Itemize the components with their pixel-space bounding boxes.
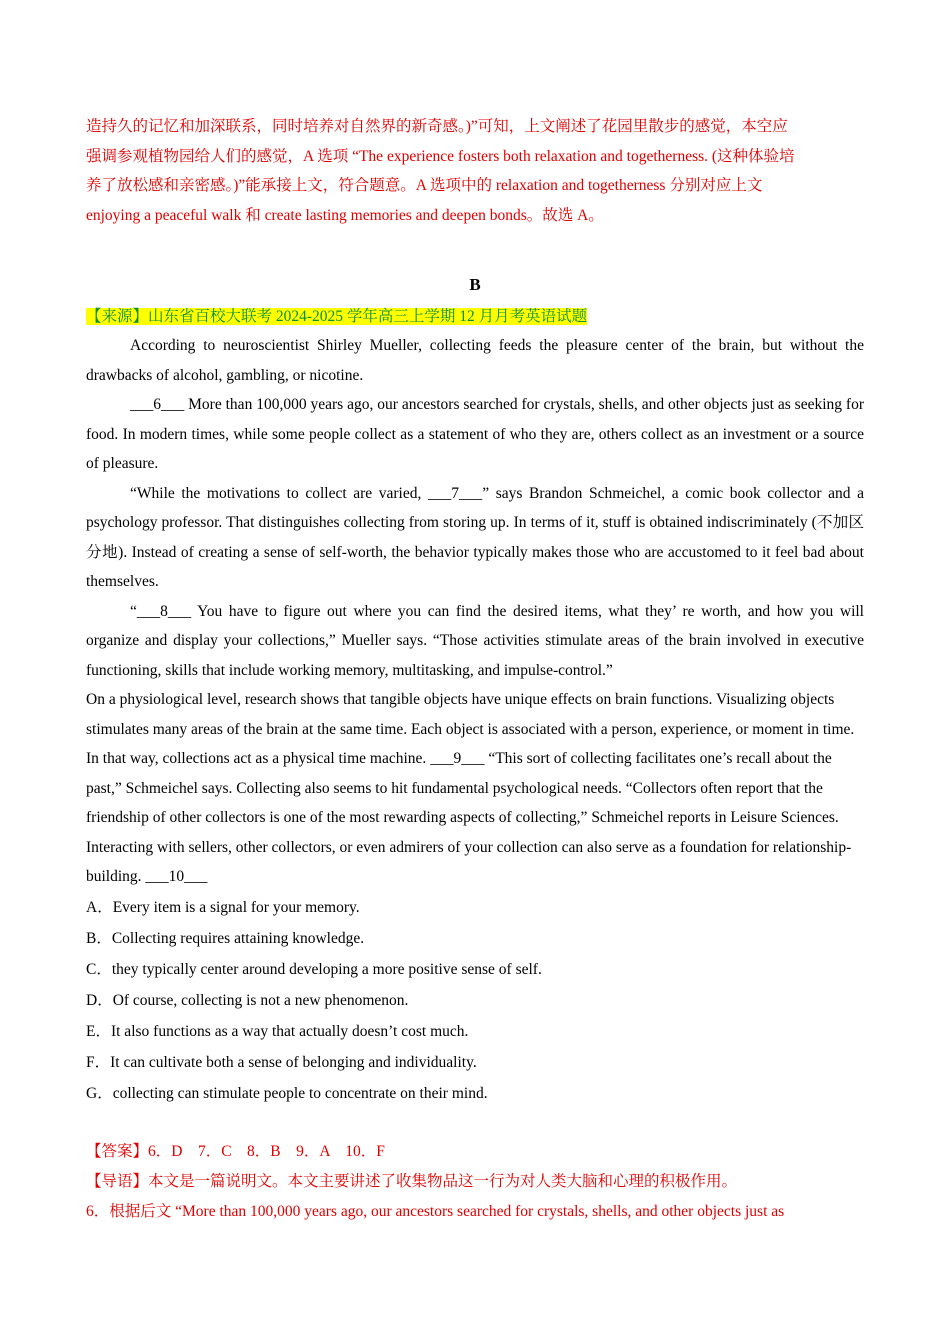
previous-explanation [86, 112, 864, 230]
blank-8: ___8___ [136, 602, 192, 620]
document-page [86, 112, 864, 1227]
passage-paragraph-1: According to neuroscientist Shirley Mueller, collecting feeds the pleasure center of the brain, but without the drawbacks of alcohol, gambling, or nicotine. [86, 337, 864, 384]
blank-10: ___10___ [145, 868, 208, 885]
explanation-line: 养了放松感和亲密感。)”能承接上文，符合题意。A 选项中的 relaxation and togetherness 分别对应上文 [86, 177, 763, 194]
guide-label: 【导语】 [86, 1172, 149, 1190]
explanation-line: 强调参观植物园给人们的感觉，A 选项 “The experience fosters both relaxation and togetherness. (这种体验培 [86, 147, 795, 165]
options-list [86, 892, 864, 1109]
option-c: C．they typically center around developing a more positive sense of self. [86, 960, 542, 978]
option-b: B．Collecting requires attaining knowledge. [86, 929, 365, 947]
passage-paragraph-2: ___6___ More than 100,000 years ago, our ancestors searched for crystals, shells, and other objects just as seeking for food. In modern times, while some people collect as a statement of who they are, others collect as an investment or a source of pleasure. [86, 396, 864, 472]
blank-6: ___6___ [130, 396, 185, 413]
blank-7: ___7___ [427, 484, 483, 502]
section-heading: B [469, 275, 481, 294]
answer-label: 【答案】 [86, 1142, 149, 1160]
passage [86, 331, 864, 892]
option-f: F．It can cultivate both a sense of belonging and individuality. [86, 1053, 477, 1071]
option-d: D．Of course, collecting is not a new phenomenon. [86, 991, 409, 1009]
answer-line [86, 1137, 864, 1167]
guide-text: 本文是一篇说明文。本文主要讲述了收集物品这一行为对人类大脑和心理的积极作用。 [148, 1172, 738, 1190]
answer-text: 6．D 7．C 8．B 9．A 10．F [148, 1142, 385, 1160]
option-a: A．Every item is a signal for your memory. [86, 898, 360, 916]
answer-section [86, 1137, 864, 1227]
passage-paragraph-5: On a physiological level, research shows that tangible objects have unique effects on brain functions. Visualizing objects stimulates many areas of the brain at the same time. Each object is associated with a person, experience, or moment in time. In that way, collections act as a physical time machine. ___9___ “This sort of collecting facilitates one’s recall about the past,” Schmeichel says. Collecting also seems to hit fundamental psychological needs. “Collectors often report that the friendship of other collectors is one of the most rewarding aspects of collecting,” Schmeichel reports in Leisure Sciences. Interacting with sellers, other collectors, or even admirers of your collection can also serve as a foundation for relationship-building. ___10___ [86, 691, 855, 885]
q6-explanation: 6．根据后文 “More than 100,000 years ago, our ancestors searched for crystals, shells, and other objects just as [86, 1202, 785, 1220]
passage-paragraph-3: “While the motivations to collect are varied, ___7___” says Brandon Schmeichel, a comic book collector and a psychology professor. That distinguishes collecting from storing up. In terms of it, stuff is obtained indiscriminately (不加区分地). Instead of creating a sense of self-worth, the behavior typically makes those who are accustomed to it feel bad about themselves. [86, 484, 864, 590]
blank-9: ___9___ [430, 750, 485, 767]
explanation-line: enjoying a peaceful walk 和 create lasting memories and deepen bonds。故选 A。 [86, 206, 604, 224]
source-label: 【来源】山东省百校大联考 2024-2025 学年高三上学期 12 月月考英语试题 [86, 308, 588, 325]
guide-line [86, 1167, 864, 1197]
option-g: G．collecting can stimulate people to concentrate on their mind. [86, 1084, 488, 1102]
passage-paragraph-4: “___8___ You have to figure out where you can find the desired items, what they’ re worth, and how you will organize and display your collections,” Mueller says. “Those activities stimulate areas of the brain involved in executive functioning, skills that include working memory, multitasking, and impulse-control.” [86, 602, 864, 679]
option-e: E．It also functions as a way that actually doesn’t cost much. [86, 1022, 469, 1040]
explanation-line: 造持久的记忆和加深联系，同时培养对自然界的新奇感。)”可知，上文阐述了花园里散步的感觉，本空应 [86, 118, 788, 135]
